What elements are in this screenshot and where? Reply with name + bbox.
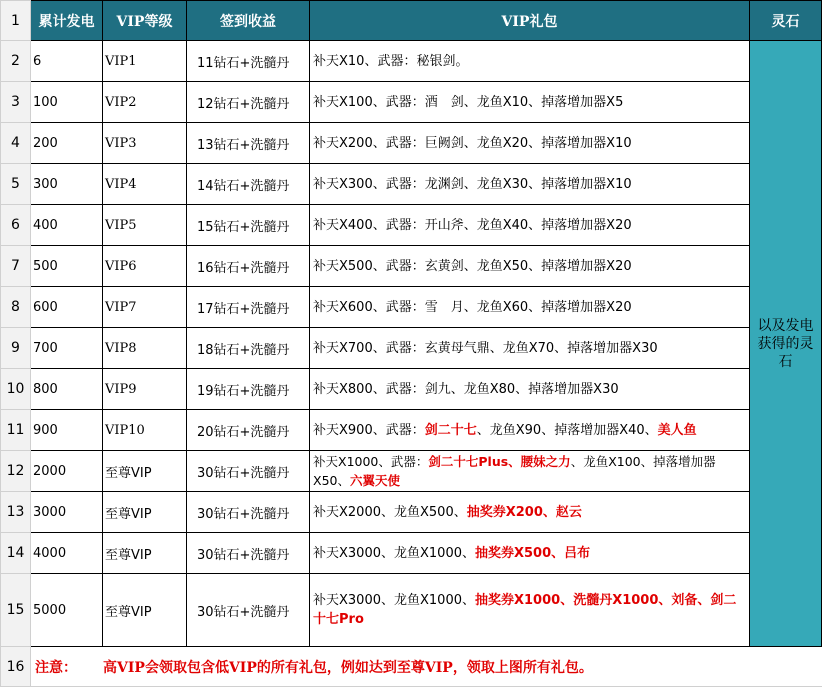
note-label: 注意： — [35, 659, 77, 676]
gift-text: 、龙鱼X100、掉落增加器X50、 — [313, 454, 716, 488]
table-row — [1, 574, 822, 647]
row-number[interactable]: 16 — [1, 647, 31, 687]
header-gift[interactable]: VIP礼包 — [310, 1, 750, 41]
signin-cell[interactable]: 30钻石+洗髓丹 — [187, 492, 310, 533]
table-row — [1, 246, 822, 287]
row-number[interactable]: 15 — [1, 574, 31, 647]
gift-cell[interactable]: 补天X10、武器：秘银剑。 — [310, 41, 750, 82]
gift-cell[interactable]: 补天X200、武器：巨阙剑、龙鱼X20、掉落增加器X10 — [310, 123, 750, 164]
signin-cell[interactable]: 30钻石+洗髓丹 — [187, 574, 310, 647]
table-row — [1, 410, 822, 451]
vip-cell[interactable]: VIP10 — [103, 410, 187, 451]
recharge-cell[interactable]: 600 — [31, 287, 103, 328]
table-row — [1, 205, 822, 246]
signin-cell[interactable]: 14钻石+洗髓丹 — [187, 164, 310, 205]
gift-cell[interactable] — [310, 410, 750, 451]
gift-text: 补天X900、武器： — [313, 422, 425, 438]
vip-cell[interactable]: VIP3 — [103, 123, 187, 164]
vip-cell[interactable]: VIP6 — [103, 246, 187, 287]
gift-cell[interactable]: 补天X100、武器：酒 剑、龙鱼X10、掉落增加器X5 — [310, 82, 750, 123]
row-number[interactable]: 11 — [1, 410, 31, 451]
recharge-cell[interactable]: 700 — [31, 328, 103, 369]
table-row — [1, 492, 822, 533]
recharge-cell[interactable]: 900 — [31, 410, 103, 451]
signin-cell[interactable]: 19钻石+洗髓丹 — [187, 369, 310, 410]
signin-cell[interactable]: 30钻石+洗髓丹 — [187, 451, 310, 492]
signin-cell[interactable]: 13钻石+洗髓丹 — [187, 123, 310, 164]
vip-cell[interactable]: 至尊VIP — [103, 533, 187, 574]
table-row — [1, 451, 822, 492]
gift-highlight: 剑二十七 — [424, 422, 477, 438]
gift-cell[interactable]: 补天X500、武器：玄黄剑、龙鱼X50、掉落增加器X20 — [310, 246, 750, 287]
gift-highlight: 抽奖券X500、吕布 — [474, 545, 591, 561]
gift-cell[interactable]: 补天X800、武器：剑九、龙鱼X80、掉落增加器X30 — [310, 369, 750, 410]
row-number[interactable]: 14 — [1, 533, 31, 574]
recharge-cell[interactable]: 800 — [31, 369, 103, 410]
gift-highlight: 美人鱼 — [657, 422, 697, 438]
row-number[interactable]: 3 — [1, 82, 31, 123]
vip-cell[interactable]: 至尊VIP — [103, 492, 187, 533]
row-number[interactable]: 2 — [1, 41, 31, 82]
gift-text: 补天X3000、龙鱼X1000、 — [313, 593, 475, 608]
signin-cell[interactable]: 12钻石+洗髓丹 — [187, 82, 310, 123]
signin-cell[interactable]: 20钻石+洗髓丹 — [187, 410, 310, 451]
vip-cell[interactable]: VIP5 — [103, 205, 187, 246]
recharge-cell[interactable]: 3000 — [31, 492, 103, 533]
lingshi-text: 以及发电获得的灵石 — [757, 317, 814, 370]
row-number[interactable]: 10 — [1, 369, 31, 410]
signin-cell[interactable]: 16钻石+洗髓丹 — [187, 246, 310, 287]
signin-cell[interactable]: 15钻石+洗髓丹 — [187, 205, 310, 246]
row-number[interactable]: 13 — [1, 492, 31, 533]
recharge-cell[interactable]: 200 — [31, 123, 103, 164]
recharge-cell[interactable]: 500 — [31, 246, 103, 287]
gift-highlight: 剑二十七Plus、腰妹之力 — [428, 454, 571, 469]
gift-cell[interactable] — [310, 533, 750, 574]
gift-highlight: 抽奖券X1000、洗髓丹X1000、刘备、剑二十七Pro — [313, 593, 737, 627]
row-number[interactable]: 5 — [1, 164, 31, 205]
row-number[interactable]: 6 — [1, 205, 31, 246]
header-row — [1, 1, 822, 41]
row-number[interactable]: 7 — [1, 246, 31, 287]
vip-cell[interactable]: VIP9 — [103, 369, 187, 410]
gift-highlight: 抽奖券X200、赵云 — [466, 504, 582, 520]
gift-text: 补天X3000、龙鱼X1000、 — [313, 545, 475, 561]
signin-cell[interactable]: 30钻石+洗髓丹 — [187, 533, 310, 574]
gift-cell[interactable] — [310, 492, 750, 533]
gift-text: 、龙鱼X90、掉落增加器X40、 — [476, 422, 658, 438]
recharge-cell[interactable]: 4000 — [31, 533, 103, 574]
gift-cell[interactable]: 补天X400、武器：开山斧、龙鱼X40、掉落增加器X20 — [310, 205, 750, 246]
vip-cell[interactable]: VIP8 — [103, 328, 187, 369]
gift-text: 补天X1000、武器： — [313, 454, 429, 469]
header-recharge[interactable]: 累计发电 — [31, 1, 103, 41]
signin-cell[interactable]: 17钻石+洗髓丹 — [187, 287, 310, 328]
note-text: 高VIP会领取包含低VIP的所有礼包，例如达到至尊VIP，领取上图所有礼包。 — [103, 659, 593, 676]
recharge-cell[interactable]: 400 — [31, 205, 103, 246]
table-row — [1, 287, 822, 328]
table-row — [1, 328, 822, 369]
table-row — [1, 41, 822, 82]
recharge-cell[interactable]: 5000 — [31, 574, 103, 647]
vip-cell[interactable]: 至尊VIP — [103, 451, 187, 492]
table-row — [1, 533, 822, 574]
header-lingshi[interactable]: 灵石 — [750, 1, 822, 41]
gift-text: 补天X2000、龙鱼X500、 — [313, 504, 467, 520]
gift-cell[interactable] — [310, 574, 750, 647]
row-number[interactable]: 9 — [1, 328, 31, 369]
table-row — [1, 82, 822, 123]
vip-cell[interactable]: VIP7 — [103, 287, 187, 328]
note-row — [1, 647, 822, 687]
row-number[interactable]: 8 — [1, 287, 31, 328]
lingshi-cell[interactable] — [750, 41, 822, 647]
gift-cell[interactable] — [310, 451, 750, 492]
table-row — [1, 369, 822, 410]
gift-cell[interactable]: 补天X600、武器：雪 月、龙鱼X60、掉落增加器X20 — [310, 287, 750, 328]
row-number[interactable]: 4 — [1, 123, 31, 164]
row-number[interactable]: 1 — [1, 1, 31, 41]
gift-cell[interactable]: 补天X700、武器：玄黄母气鼎、龙鱼X70、掉落增加器X30 — [310, 328, 750, 369]
table-row — [1, 164, 822, 205]
table-row — [1, 123, 822, 164]
header-vip-level[interactable]: VIP等级 — [103, 1, 187, 41]
signin-cell[interactable]: 11钻石+洗髓丹 — [187, 41, 310, 82]
vip-cell[interactable]: VIP1 — [103, 41, 187, 82]
note-cell[interactable] — [31, 647, 822, 687]
recharge-cell[interactable]: 100 — [31, 82, 103, 123]
recharge-cell[interactable]: 2000 — [31, 451, 103, 492]
vip-cell[interactable]: 至尊VIP — [103, 574, 187, 647]
header-signin[interactable]: 签到收益 — [187, 1, 310, 41]
recharge-cell[interactable]: 6 — [31, 41, 103, 82]
vip-cell[interactable]: VIP4 — [103, 164, 187, 205]
signin-cell[interactable]: 18钻石+洗髓丹 — [187, 328, 310, 369]
recharge-cell[interactable]: 300 — [31, 164, 103, 205]
row-number[interactable]: 12 — [1, 451, 31, 492]
gift-highlight: 六翼天使 — [349, 473, 400, 488]
vip-cell[interactable]: VIP2 — [103, 82, 187, 123]
gift-cell[interactable]: 补天X300、武器：龙渊剑、龙鱼X30、掉落增加器X10 — [310, 164, 750, 205]
